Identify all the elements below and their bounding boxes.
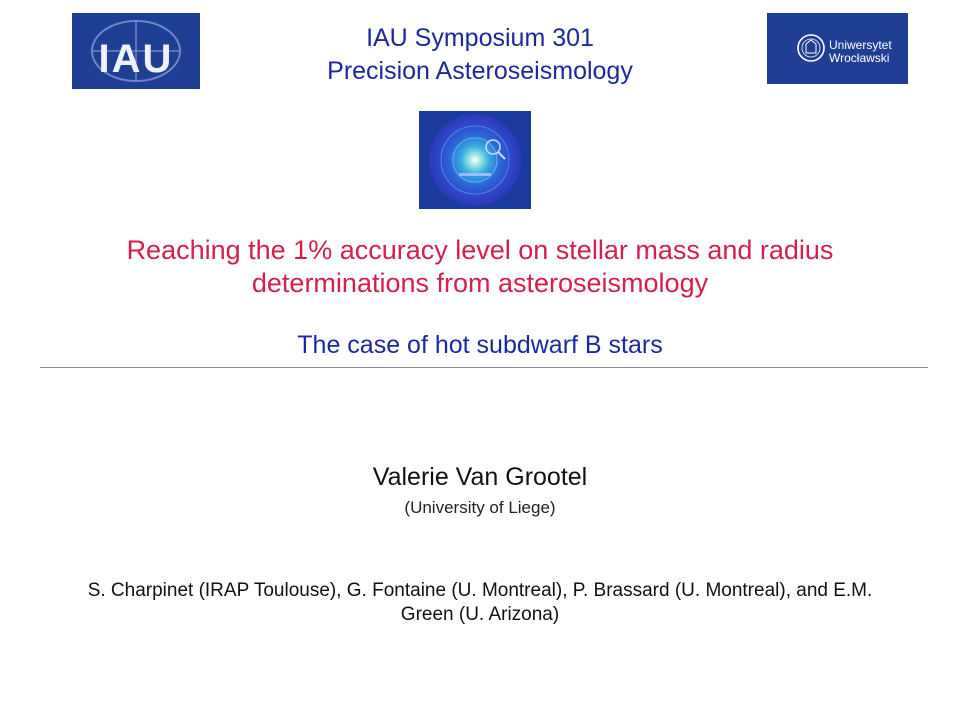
iau-logo [72,13,200,89]
talk-subtitle: The case of hot subdwarf B stars [297,331,663,359]
symposium-title-line1: IAU Symposium 301 [366,24,594,52]
author-affiliation: (University of Liege) [404,498,556,517]
uwr-seal-icon [767,13,827,84]
star-pulsation-icon [419,111,531,209]
symposium-title-line2: Precision Asteroseismology [327,57,633,85]
talk-title: Reaching the 1% accuracy level on stellar mass and radius determinations from asteroseismology [126,235,834,298]
star-model-image [419,111,531,209]
uwr-logo [767,13,908,84]
divider [40,367,928,368]
uwr-logo-text: Uniwersytet Wrocławski [829,38,892,65]
coauthors: S. Charpinet (IRAP Toulouse), G. Fontaine (U. Montreal), P. Brassard (U. Montreal), and E.M. Green (U. Arizona) [87,580,873,625]
author-name: Valerie Van Grootel [372,463,588,491]
iau-logo-text: IAU [98,37,174,81]
symposium-title [230,22,730,88]
